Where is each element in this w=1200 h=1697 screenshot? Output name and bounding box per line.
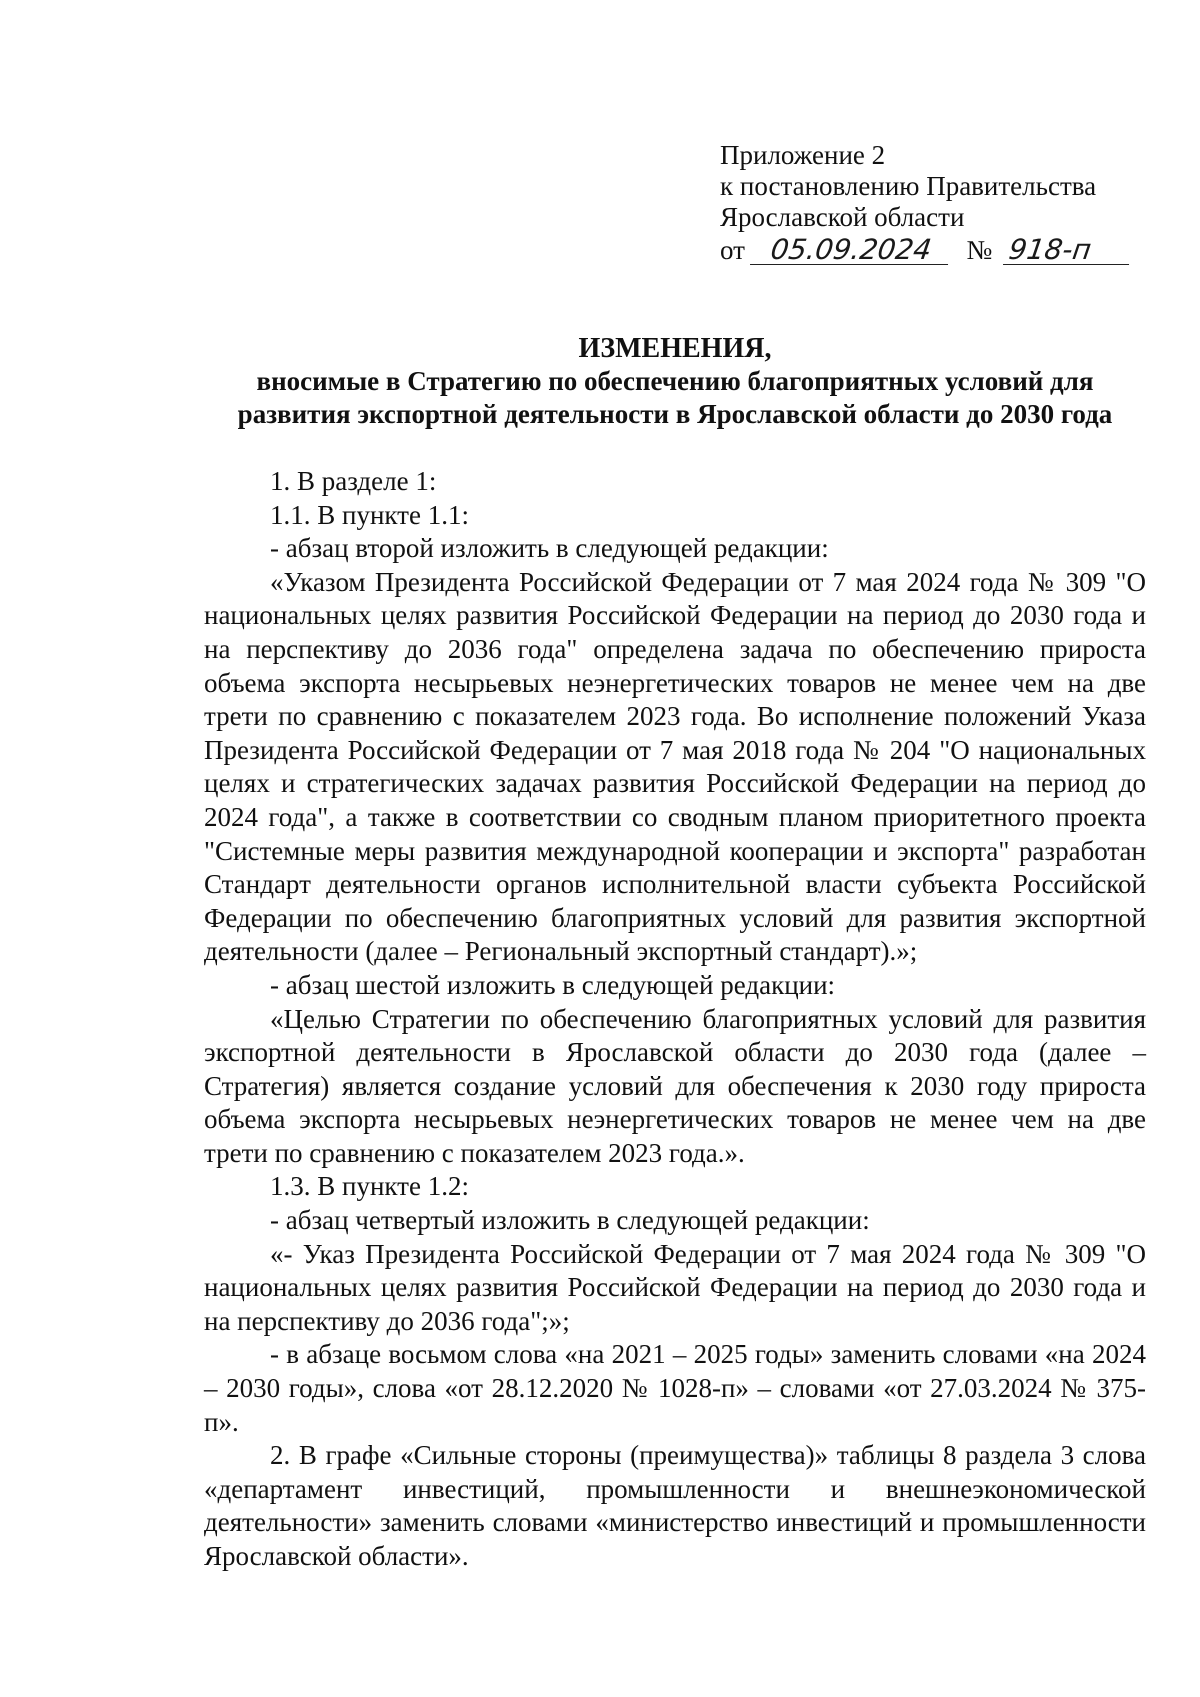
document-title (200, 332, 1150, 431)
paragraph-item-1-1: 1.1. В пункте 1.1: (270, 499, 469, 530)
date-prefix: от (720, 235, 745, 265)
paragraph-section-1: 1. В разделе 1: (270, 466, 437, 496)
annex-header (720, 140, 1160, 266)
paragraph-quote-2: «Целью Стратегии по обеспечению благоприятных условий для развития экспортной деятельности в Ярославской области до 2030 года (далее – Стратегия) является создание условий для обеспечения к 2030 году прироста объема экспорта несырьевых неэнергетических товаров не менее чем на две трети по сравнению с показателем 2023 года.». (204, 1003, 1146, 1168)
title-line-2: вносимые в Стратегию по обеспечению благоприятных условий для (256, 366, 1094, 396)
paragraph-item-1-3: 1.3. В пункте 1.2: (270, 1171, 469, 1202)
annex-region: Ярославской области (720, 202, 965, 232)
title-line-3: развития экспортной деятельности в Ярославской области до 2030 года (237, 399, 1113, 429)
paragraph-abzac-8: - в абзаце восьмом слова «на 2021 – 2025 годы» заменить словами «на 2024 – 2030 годы», слова «от 28.12.2020 № 1028-п» – словами «от 27.03.2024 № 375-п». (204, 1339, 1146, 1437)
annex-date-line (720, 235, 1160, 266)
document-body (204, 465, 1146, 1574)
paragraph-abzac-4: - абзац четвертый изложить в следующей редакции: (270, 1205, 870, 1236)
handwritten-date: 05.09.2024 (750, 236, 952, 265)
title-main: ИЗМЕНЕНИЯ, (578, 333, 772, 364)
paragraph-section-2: 2. В графе «Сильные стороны (преимущества)» таблицы 8 раздела 3 слова «департамент инвестиций, промышленности и внешнеэкономической деятельности» заменить словами «министерство инвестиций и промышленности Ярославской области». (204, 1440, 1146, 1571)
handwritten-number: 918-п (1003, 236, 1133, 265)
paragraph-quote-1: «Указом Президента Российской Федерации от 7 мая 2024 года № 309 "О национальных целях развития Российской Федерации на период до 2030 года и на перспективу до 2036 года" определена задача по обеспечению прироста объема экспорта несырьевых неэнергетических товаров не менее чем на две трети по сравнению с показателем 2023 года. Во исполнение положений Указа Президента Российской Федерации от 7 мая 2018 года № 204 "О национальных целях и стратегических задачах развития Российской Федерации на период до 2024 года", а также в соответствии со сводным планом приоритетного проекта "Системные меры развития международной кооперации и экспорта" разработан Стандарт деятельности органов исполнительной власти субъекта Российской Федерации по обеспечению благоприятных условий для развития экспортной деятельности (далее – Региональный экспортный стандарт).»; (204, 566, 1146, 967)
annex-reference: к постановлению Правительства (720, 171, 1097, 201)
paragraph-abzac-6: - абзац шестой изложить в следующей редакции: (270, 969, 836, 1000)
paragraph-abzac-2: - абзац второй изложить в следующей редакции: (270, 533, 829, 564)
annex-title: Приложение 2 (720, 140, 886, 170)
paragraph-quote-3: «- Указ Президента Российской Федерации от 7 мая 2024 года № 309 "О национальных целях развития Российской Федерации на период до 2030 года и на перспективу до 2036 года";»; (204, 1238, 1146, 1336)
number-sign: № (966, 235, 993, 265)
